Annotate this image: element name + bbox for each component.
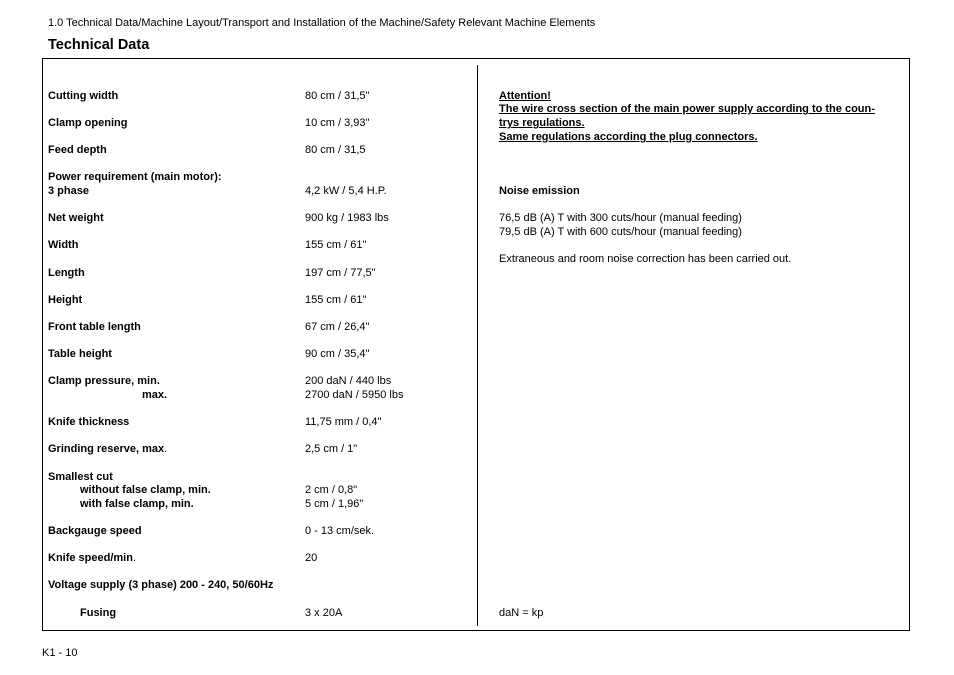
knife-speed-value: 20: [305, 552, 318, 564]
grinding-reserve-label-text: Grinding reserve, max: [48, 443, 165, 455]
noise-correction-note: Extraneous and room noise correction has been carried out.: [499, 253, 792, 265]
fusing-value: 3 x 20A: [305, 607, 343, 619]
power-requirement-value: 4,2 kW / 5,4 H.P.: [305, 185, 387, 197]
front-table-length-value: 67 cm / 26,4": [305, 321, 370, 333]
length-value: 197 cm / 77,5": [305, 267, 376, 279]
grinding-reserve-value: 2,5 cm / 1": [305, 443, 358, 455]
feed-depth-label: Feed depth: [48, 144, 107, 156]
attention-line-3: Same regulations according the plug connectors.: [499, 131, 758, 143]
cutting-width-label: Cutting width: [48, 90, 119, 102]
smallest-cut-without-label: without false clamp, min.: [80, 484, 211, 496]
attention-heading: Attention!: [499, 90, 551, 102]
voltage-supply-label: Voltage supply (3 phase) 200 - 240, 50/60Hz: [48, 579, 274, 591]
front-table-length-label: Front table length: [48, 321, 141, 333]
clamp-opening-value: 10 cm / 3,93": [305, 117, 370, 129]
smallest-cut-label: Smallest cut: [48, 471, 113, 483]
page-number: K1 - 10: [42, 647, 78, 659]
grinding-reserve-label: [48, 443, 167, 457]
attention-line-1: The wire cross section of the main power supply according to the coun-: [499, 103, 875, 115]
technical-data-table: [42, 58, 910, 631]
fusing-label: Fusing: [80, 607, 117, 619]
noise-line-1: 76,5 dB (A) T with 300 cuts/hour (manual feeding): [499, 212, 742, 224]
width-value: 155 cm / 61": [305, 239, 367, 251]
clamp-pressure-max-label: max.: [142, 389, 168, 401]
knife-thickness-value: 11,75 mm / 0,4": [305, 416, 382, 428]
length-label: Length: [48, 267, 85, 279]
width-label: Width: [48, 239, 79, 251]
power-phase-label: 3 phase: [48, 185, 89, 197]
smallest-cut-with-value: 5 cm / 1,96": [305, 498, 364, 510]
height-label: Height: [48, 294, 83, 306]
noise-emission-heading: Noise emission: [499, 185, 580, 197]
cutting-width-value: 80 cm / 31,5": [305, 90, 370, 102]
backgauge-speed-label: Backgauge speed: [48, 525, 142, 537]
power-requirement-label: Power requirement (main motor):: [48, 171, 222, 183]
smallest-cut-with-label: with false clamp, min.: [80, 498, 194, 510]
knife-speed-period: .: [132, 552, 137, 564]
backgauge-speed-value: 0 - 13 cm/sek.: [305, 525, 375, 537]
clamp-pressure-max-value: 2700 daN / 5950 lbs: [305, 389, 404, 401]
height-value: 155 cm / 61": [305, 294, 367, 306]
table-height-value: 90 cm / 35,4": [305, 348, 370, 360]
knife-speed-label-text: Knife speed/min: [48, 552, 133, 564]
column-divider: [477, 65, 478, 626]
table-height-label: Table height: [48, 348, 112, 360]
breadcrumb: 1.0 Technical Data/Machine Layout/Transport and Installation of the Machine/Safety Relevant Machine Elements: [48, 17, 596, 29]
page-title: Technical Data: [48, 37, 150, 53]
unit-note: daN = kp: [499, 607, 544, 619]
net-weight-value: 900 kg / 1983 lbs: [305, 212, 389, 224]
smallest-cut-without-value: 2 cm / 0,8": [305, 484, 358, 496]
clamp-pressure-min-label: Clamp pressure, min.: [48, 375, 160, 387]
knife-thickness-label: Knife thickness: [48, 416, 130, 428]
clamp-opening-label: Clamp opening: [48, 117, 128, 129]
grinding-reserve-period: .: [164, 443, 168, 455]
net-weight-label: Net weight: [48, 212, 104, 224]
knife-speed-label: [48, 552, 136, 566]
attention-line-2: trys regulations.: [499, 117, 585, 129]
noise-line-2: 79,5 dB (A) T with 600 cuts/hour (manual feeding): [499, 226, 742, 238]
clamp-pressure-min-value: 200 daN / 440 lbs: [305, 375, 392, 387]
feed-depth-value: 80 cm / 31,5: [305, 144, 366, 156]
